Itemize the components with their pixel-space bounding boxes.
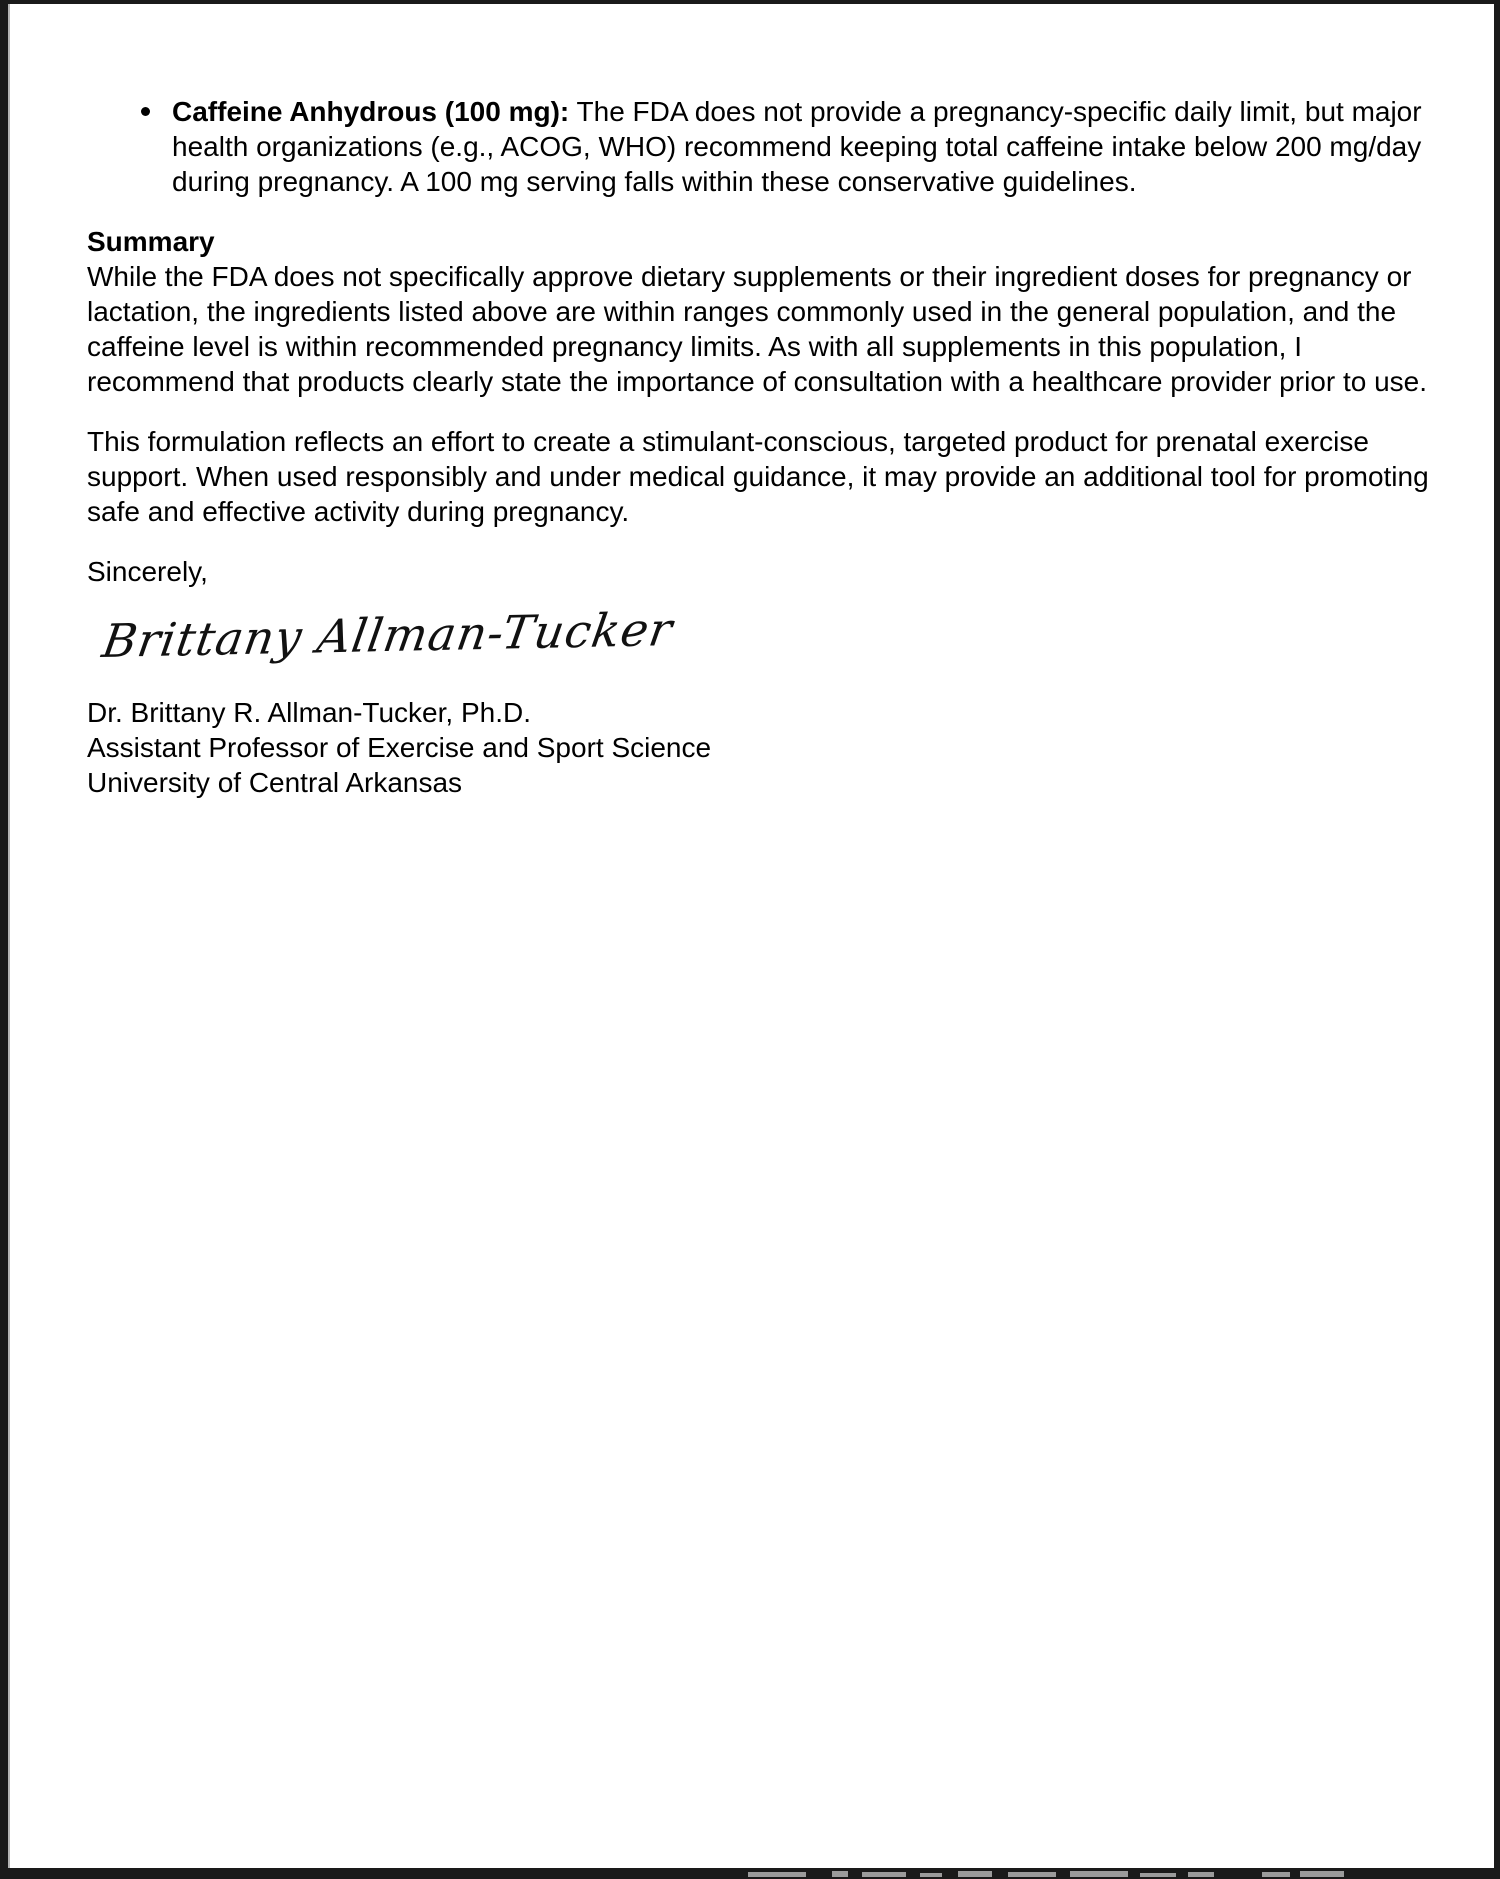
cutoff-text-artifact (862, 1872, 906, 1877)
signer-title: Assistant Professor of Exercise and Sport Science (87, 732, 712, 763)
signature-block (87, 695, 1435, 800)
handwritten-signature: Brittany Allman-Tucker (98, 602, 677, 668)
letter-body (87, 94, 1435, 800)
cutoff-text-artifact (748, 1872, 806, 1877)
cutoff-text-artifact (1262, 1872, 1290, 1877)
summary-heading: Summary (87, 226, 215, 257)
bullet-icon (141, 107, 150, 116)
cutoff-text-artifact (920, 1873, 942, 1877)
summary-paragraph: While the FDA does not specifically approve dietary supplements or their ingredient doses for pregnancy or lactation, the ingredients listed above are within ranges commonly used in the general population, and the caffeine level is within recommended pregnancy limits. As with all supplements in this population, I recommend that products clearly state the importance of consultation with a healthcare provider prior to use. (87, 261, 1428, 397)
cutoff-text-artifact (1008, 1872, 1056, 1877)
document-page (8, 4, 1494, 1868)
cutoff-page-edge (0, 1868, 1500, 1879)
cutoff-text-artifact (958, 1871, 992, 1877)
list-item-caffeine (87, 94, 1435, 199)
bullet-text (172, 96, 1422, 197)
cutoff-text-artifact (1140, 1873, 1176, 1877)
signer-name: Dr. Brittany R. Allman-Tucker, Ph.D. (87, 697, 531, 728)
cutoff-text-artifact (1300, 1871, 1344, 1877)
signer-institution: University of Central Arkansas (87, 767, 463, 798)
closing-paragraph: This formulation reflects an effort to create a stimulant-conscious, targeted product for prenatal exercise support. When used responsibly and under medical guidance, it may provide an additional tool for promoting safe and effective activity during pregnancy. (87, 426, 1429, 527)
ingredient-name: Caffeine Anhydrous (100 mg): (172, 96, 570, 127)
cutoff-text-artifact (1188, 1872, 1214, 1877)
cutoff-text-artifact (832, 1871, 848, 1877)
ingredient-description: The FDA does not provide a pregnancy-specific daily limit, but major health organizations (e.g., ACOG, WHO) recommend keeping total caffeine intake below 200 mg/day during pregnancy. A 100 mg serving falls within these conservative guidelines. (172, 96, 1422, 197)
valediction: Sincerely, (87, 556, 208, 587)
cutoff-text-artifact (1070, 1871, 1128, 1877)
